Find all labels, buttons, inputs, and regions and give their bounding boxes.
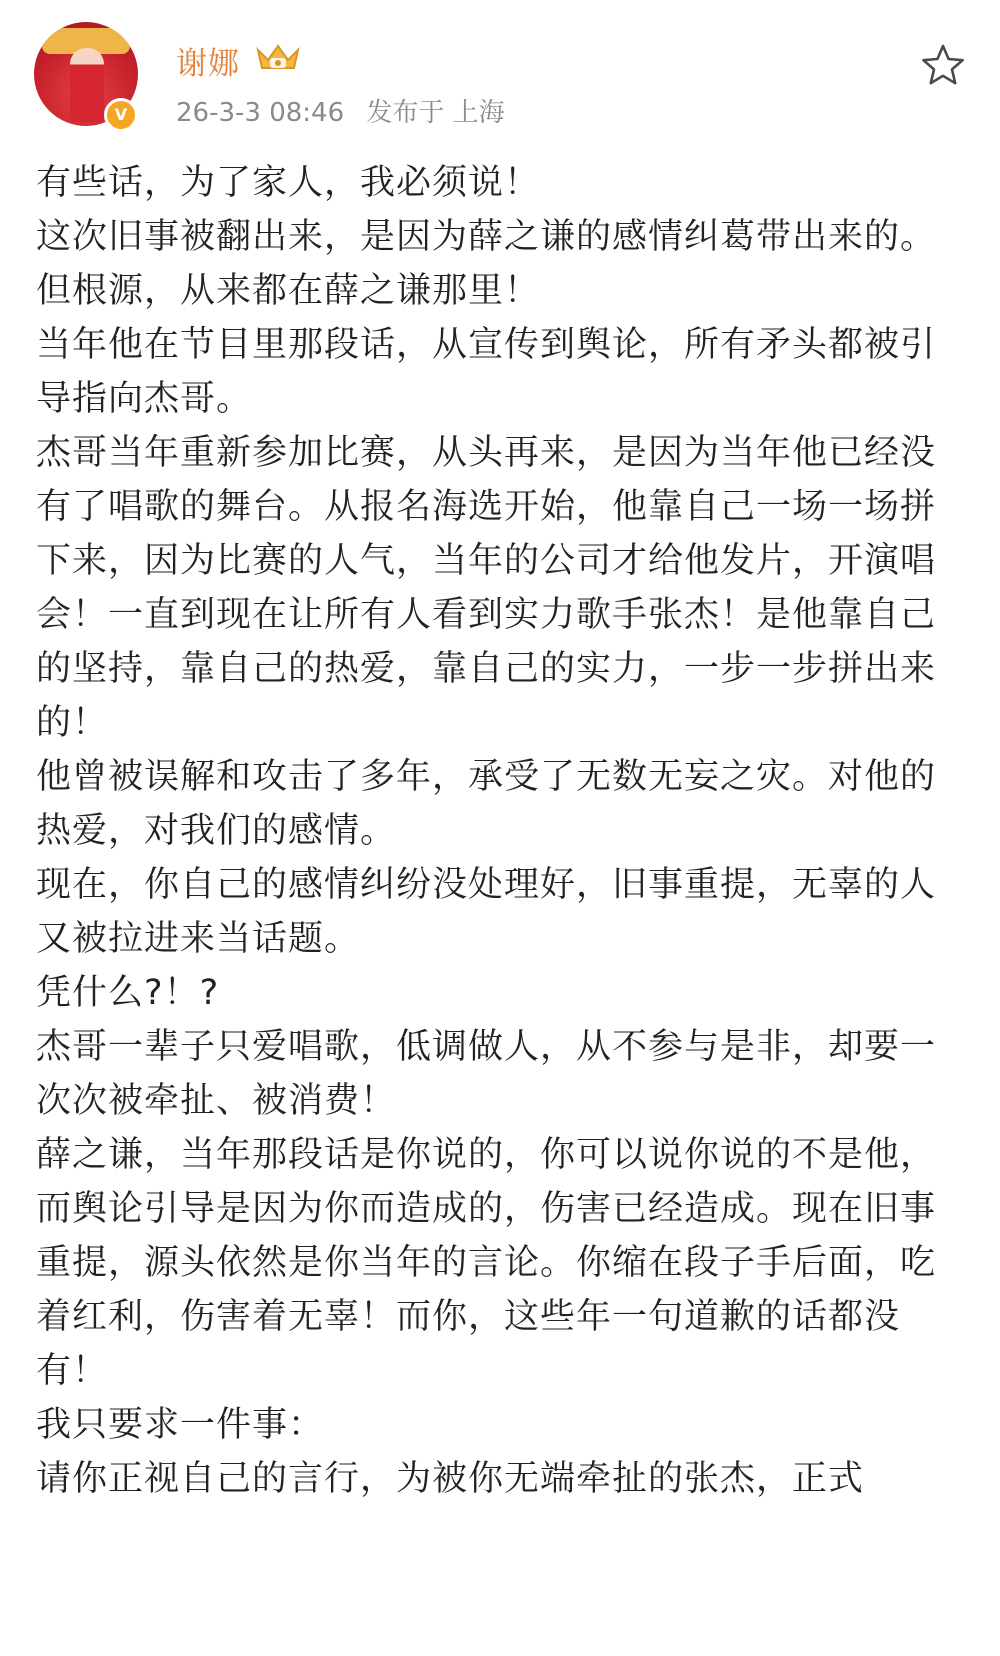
post-header — [0, 0, 1000, 160]
star-icon[interactable] — [920, 42, 966, 88]
post-paragraph: 杰哥当年重新参加比赛，从头再来，是因为当年他已经没有了唱歌的舞台。从报名海选开始，他靠自己一场一场拼下来，因为比赛的人气，当年的公司才给他发片，开演唱会！一直到现在让所有人看到实力歌手张杰！是他靠自己的坚持，靠自己的热爱，靠自己的实力，一步一步拼出来的！ — [36, 433, 937, 743]
post-paragraph: 我只要求一件事： — [36, 1405, 325, 1445]
post-paragraph: 这次旧事被翻出来，是因为薛之谦的感情纠葛带出来的。 — [36, 217, 937, 257]
post-paragraph: 有些话，为了家人，我必须说！ — [36, 163, 541, 203]
post-content — [36, 156, 956, 1506]
post-paragraph: 他曾被误解和攻击了多年，承受了无数无妄之灾。对他的热爱，对我们的感情。 — [36, 757, 937, 851]
username[interactable]: 谢娜 — [176, 46, 240, 82]
post-meta — [176, 92, 505, 129]
avatar-figure — [70, 48, 104, 122]
post-paragraph: 现在，你自己的感情纠纷没处理好，旧事重提，无辜的人又被拉进来当话题。 — [36, 865, 937, 959]
content-fade — [0, 1610, 1000, 1656]
verified-badge-icon: V — [104, 98, 138, 132]
vip-crown-icon — [254, 40, 302, 74]
post-paragraph: 凭什么?！? — [36, 973, 220, 1013]
post-paragraph: 当年他在节目里那段话，从宣传到舆论，所有矛头都被引导指向杰哥。 — [36, 325, 937, 419]
post-paragraph: 杰哥一辈子只爱唱歌，低调做人，从不参与是非，却要一次次被牵扯、被消费！ — [36, 1027, 937, 1121]
post-paragraph: 薛之谦，当年那段话是你说的，你可以说你说的不是他，而舆论引导是因为你而造成的，伤害已经造成。现在旧事重提，源头依然是你当年的言论。你缩在段子手后面，吃着红利，伤害着无辜！而你，这些年一句道歉的话都没有！ — [36, 1135, 937, 1391]
post-paragraph: 请你正视自己的言行，为被你无端牵扯的张杰，正式 — [36, 1459, 865, 1499]
post-timestamp: 26-3-3 08:46 — [176, 98, 345, 128]
post-paragraph: 但根源，从来都在薛之谦那里！ — [36, 271, 541, 311]
post-location: 发布于 上海 — [366, 98, 505, 128]
